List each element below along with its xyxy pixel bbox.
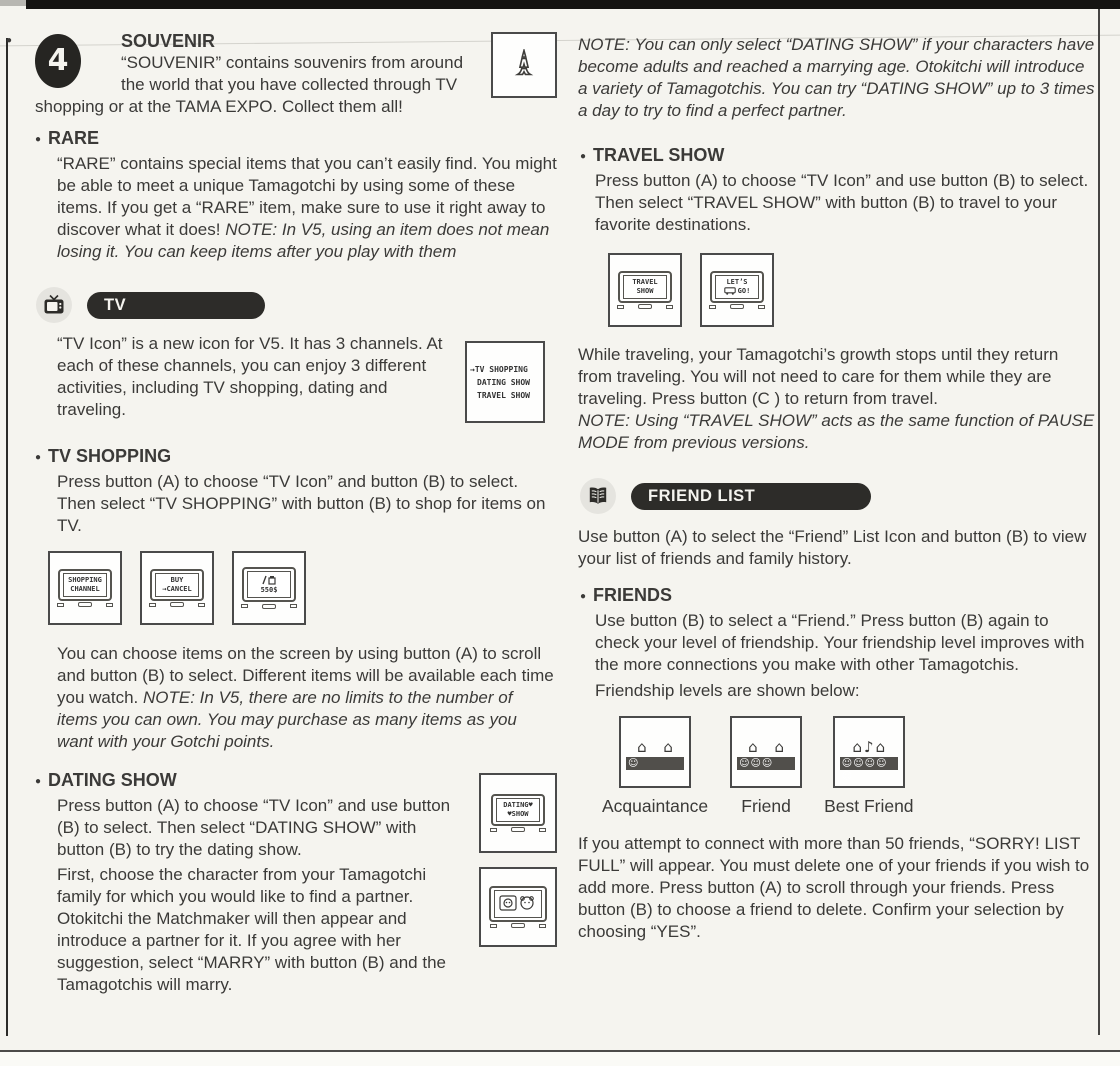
friendship-levels-row: [602, 716, 1096, 817]
tv-intro-body: “TV Icon” is a new icon for V5. It has 3 channels. At each of these channels, you can enjoy 3 different activities, including TV shopping, dating and traveling.: [57, 334, 443, 419]
bullet-icon: ●: [580, 591, 587, 602]
rare-section: [22, 127, 557, 263]
tv-intro: [22, 333, 557, 431]
level-acquaintance: [602, 716, 708, 817]
friends-levels-intro: Friendship levels are shown below:: [595, 681, 860, 700]
dating-show-screen: [479, 773, 557, 853]
page-number-badge: 4: [35, 34, 81, 88]
tv-set-illustration: [241, 567, 297, 609]
level-screen: [730, 716, 802, 788]
level-label: Acquaintance: [602, 796, 709, 816]
rare-note-text: NOTE: In V5, using an item does not mean losing it. You can keep items after you play with them: [57, 220, 550, 261]
friendship-meter: [840, 757, 898, 782]
friend-list-full-note: If you attempt to connect with more than 50 friends, “SORRY! LIST FULL” will appear. You must delete one of your friends if you wish to add more. Press button (A) to scroll through your friends. Press button (B) to choose a friend to delete. Confirm your selection by choosing “YES”.: [578, 834, 1090, 941]
after-note-text: NOTE: In V5, there are no limits to the number of items you can own. You may purchase as many items as you want with your Gotchi points.: [57, 688, 517, 751]
screen-text: SHOPPING: [68, 575, 102, 584]
souvenir-title: SOUVENIR: [121, 31, 216, 51]
cursor-arrow-icon: →: [470, 364, 475, 374]
travel-show-title: TRAVEL SHOW: [593, 145, 725, 165]
tv-icon: [36, 287, 72, 323]
tv-shopping-title: TV SHOPPING: [48, 446, 172, 466]
dating-couple-screen: [479, 867, 557, 947]
souvenir-heading: [6, 30, 557, 52]
travel-after: While traveling, your Tamagotchi’s growth stops until they return from traveling. You will not need to care for them while they are traveling. Press button (C ) to return from travel.: [578, 345, 1059, 408]
menu-item: TV SHOPPING: [474, 364, 528, 374]
bullet-icon: ●: [35, 776, 42, 787]
shopping-channel-screen: [48, 551, 122, 625]
level-friend: [730, 716, 802, 817]
tv-set-illustration: [709, 271, 765, 310]
tv-set-illustration: [617, 271, 673, 310]
scan-top-edge: [26, 0, 1120, 9]
friend-list-title-pill: [631, 483, 871, 510]
tv-shopping-section: [22, 445, 557, 753]
rare-body: [57, 153, 557, 263]
friend-list-title: FRIEND LIST: [648, 487, 756, 505]
tv-set-illustration: [489, 886, 547, 929]
screen-text: CHANNEL: [70, 584, 100, 593]
friends-body: Use button (B) to select a “Friend.” Press button (B) again to check your level of friendship. Your friendship level improves with the more connections you make with other Tamagotchis.: [595, 611, 1085, 674]
souvenir-body: “SOUVENIR” contains souvenirs from around the world that you have collected through TV shopping or at the TAMA EXPO. Collect them all!: [35, 53, 464, 116]
bullet-icon: ●: [580, 151, 587, 162]
bus-icon: [724, 287, 736, 295]
level-label: Best Friend: [824, 796, 914, 816]
tv-set-illustration: [149, 569, 205, 608]
souvenir-section: [6, 30, 557, 118]
scan-top-edge-stub: [0, 0, 26, 6]
screen-text: CANCEL: [166, 584, 192, 593]
left-column: [6, 30, 557, 996]
tv-set-illustration: [490, 794, 546, 833]
level-best-friend: [824, 716, 913, 817]
buy-cancel-screen: [140, 551, 214, 625]
smiley-icons: ☺☺☺: [739, 758, 774, 769]
dating-show-body-2: First, choose the character from your Tamagotchi family for which you would like to find a partner. Otokitchi the Matchmaker will then appear and introduce a partner for it. If you agree with her suggestion, select “MARRY” with button (B) and the Tamagotchis will marry.: [57, 865, 446, 994]
travel-show-body: Press button (A) to choose “TV Icon” and use button (B) to select. Then select “TRAVEL SHOW” with button (B) to travel to your favorite destinations.: [595, 171, 1089, 234]
house-icons: ⌂ ⌂: [637, 738, 679, 756]
scan-bottom-edge: [0, 1052, 1120, 1066]
cursor-arrow-icon: →: [162, 584, 167, 593]
screen-text: BUY: [170, 575, 184, 584]
menu-line-3: [470, 389, 543, 402]
friend-list-section-header: [580, 478, 1096, 514]
open-book-icon: [580, 478, 616, 514]
travel-after-note: NOTE: Using “TRAVEL SHOW” acts as the same function of PAUSE MODE from previous versions.: [578, 411, 1095, 452]
page-border-left: [6, 38, 8, 1036]
screen-text-line: [159, 585, 195, 594]
menu-item: DATING SHOW: [477, 377, 530, 387]
lets-go-screen: [700, 253, 774, 327]
dating-show-title: DATING SHOW: [48, 770, 177, 790]
tv-section-title: TV: [104, 296, 127, 314]
level-screen: [619, 716, 691, 788]
house-icons: ⌂♪⌂: [852, 738, 888, 756]
tv-section-title-pill: [87, 292, 265, 319]
screen-text-line: [719, 287, 755, 296]
bullet-icon: ●: [35, 452, 42, 463]
screen-text-line: [719, 278, 755, 287]
item-price-screen: [232, 551, 306, 625]
screen-text: ♥SHOW: [507, 809, 529, 818]
after-text: You can choose items on the screen by using button (A) to scroll and button (B) to select. Different items will be available each time you watch.: [57, 644, 554, 707]
travel-show-heading: [580, 144, 1096, 168]
friendship-meter: [626, 757, 684, 770]
friends-title: FRIENDS: [593, 585, 673, 605]
rare-body-text: “RARE” contains special items that you can’t easily find. You might be able to meet a unique Tamagotchi by using some of these items. If you get a “RARE” item, make sure to use it right away to discover what it does!: [57, 154, 557, 239]
tv-set-illustration: [57, 569, 113, 608]
dating-note: NOTE: You can only select “DATING SHOW” if your characters have become adults and reached a marrying age. Otokitchi will introduce a variety of Tamagotchis. You can try “DATING SHOW” up to 3 times a day to try to find a perfect partner.: [578, 35, 1095, 120]
dating-show-screens: [479, 773, 557, 947]
friendship-meter: [737, 757, 795, 770]
tv-shopping-body: Press button (A) to choose “TV Icon” and button (B) to select. Then select “TV SHOPPING” with button (B) to shop for items on TV.: [57, 472, 546, 535]
couple-characters-icon: [499, 894, 537, 914]
bullet-icon: ●: [35, 134, 42, 145]
dating-show-body-1: Press button (A) to choose “TV Icon” and use button (B) to select. Then select “DATING SHOW” with button (B) to try the dating show.: [57, 796, 451, 859]
page-border-right: [1098, 9, 1100, 1035]
travel-show-screens: [608, 253, 1096, 327]
screen-text: SHOW: [636, 286, 654, 295]
house-icons: ⌂ ⌂: [748, 738, 790, 756]
bullet-icon: ●: [6, 35, 13, 46]
tv-menu-screen: [465, 341, 545, 423]
menu-line-2: [470, 376, 543, 389]
menu-line-1: [470, 363, 543, 376]
tv-shopping-heading: [35, 445, 557, 469]
travel-show-screen: [608, 253, 682, 327]
dating-show-section: [22, 769, 557, 996]
level-screen: [833, 716, 905, 788]
screen-text: GO!: [737, 286, 751, 295]
price-text: 550$: [260, 586, 278, 594]
friends-section: [578, 584, 1096, 702]
smiley-icons: ☺: [628, 758, 640, 769]
smiley-icons: ☺☺☺☺☺: [841, 758, 888, 782]
tv-section-header: [36, 287, 557, 323]
rare-title: RARE: [48, 128, 100, 148]
friends-heading: [580, 584, 1096, 608]
tv-shopping-after: [57, 643, 557, 753]
screen-text: LET’S: [726, 277, 748, 286]
screen-text: TRAVEL: [632, 277, 658, 286]
tv-shopping-screens: [48, 551, 557, 625]
eiffel-tower-icon: [509, 49, 539, 81]
pencil-and-jar-icon: [251, 574, 287, 586]
travel-show-section: [578, 144, 1096, 454]
level-label: Friend: [741, 796, 791, 816]
menu-item: TRAVEL SHOW: [477, 390, 530, 400]
screen-text: DATING♥: [503, 800, 533, 809]
rare-heading: [35, 127, 557, 151]
friend-list-intro: Use button (A) to select the “Friend” List Icon and button (B) to view your list of friends and family history.: [578, 527, 1087, 568]
right-column: [578, 34, 1096, 943]
